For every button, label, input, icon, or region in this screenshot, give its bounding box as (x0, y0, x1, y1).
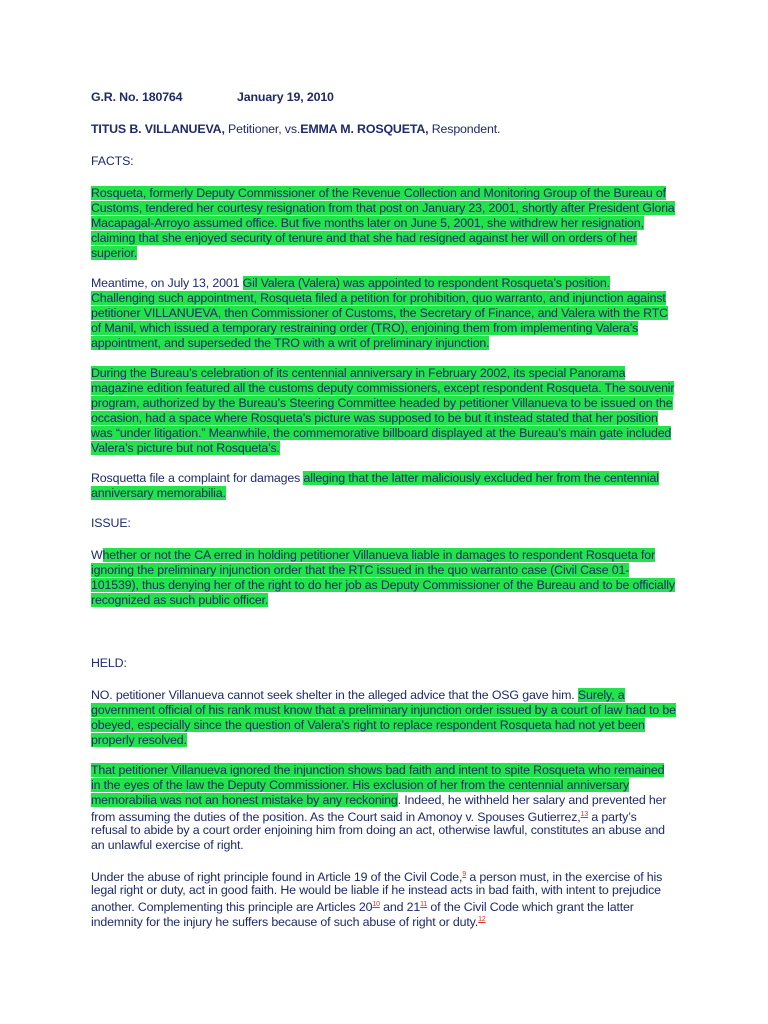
held-p2-line (91, 763, 664, 777)
issue-line (91, 548, 655, 562)
held-p1-line (91, 688, 625, 702)
respondent-role: Respondent. (428, 122, 501, 136)
facts-p1-line (91, 216, 644, 230)
highlight: government official of his rank must know that a preliminary injunction order issued by a court of law had to be (91, 703, 676, 717)
plain-text: indemnity for the injury he suffers because of such abuse of right or duty. (91, 915, 479, 929)
plain-text: of the Civil Code which grant the latter (427, 900, 634, 914)
facts-p3-line (91, 366, 625, 380)
held-p2-line (91, 838, 244, 852)
highlight: Customs, tendered her courtesy resignation from that post on January 23, 2001, shortly after President Gloria (91, 201, 675, 215)
facts-p2-line (91, 306, 668, 320)
facts-p4-line (91, 486, 226, 500)
facts-p3-line (91, 441, 280, 455)
highlight: anniversary memorabilia. (91, 486, 226, 500)
plain-text: from assuming the duties of the position. As the Court said in Amonoy v. Spouses Gutierrez, (91, 810, 581, 824)
plain-text: Meantime, on July 13, 2001 (91, 276, 243, 290)
facts-p1-line (91, 201, 675, 215)
plain-text: legal right or duty, act in good faith. He would be liable if he instead acts in bad faith, with intent to prejudice (91, 883, 661, 897)
facts-p2-line (91, 336, 489, 350)
facts-p3-line (91, 381, 674, 395)
facts-p2-line (91, 291, 666, 305)
plain-text: another. Complementing this principle are Articles 20 (91, 900, 373, 914)
facts-p3-line (91, 411, 658, 425)
held-p1-line (91, 733, 187, 747)
held-p2-line (91, 808, 637, 822)
footnote-link[interactable]: 10 (372, 901, 380, 908)
plain-text: . Indeed, he withheld her salary and prevented her (397, 793, 667, 807)
highlight: During the Bureau’s celebration of its centennial anniversary in February 2002, its special Panorama (91, 366, 626, 380)
facts-heading: FACTS: (91, 154, 134, 168)
highlight: properly resolved. (91, 733, 187, 747)
respondent-name: EMMA M. ROSQUETA, (300, 122, 429, 136)
facts-p3-line (91, 426, 671, 440)
parties-line (91, 122, 500, 136)
plain-text: NO. petitioner Villanueva cannot seek shelter in the alleged advice that the OSG gave him. (91, 688, 578, 702)
held-p3-line (91, 913, 486, 927)
plain-text: a person must, in the exercise of his (466, 870, 663, 884)
held-p1-line (91, 718, 645, 732)
highlight: magazine edition featured all the customs deputy commissioners, except respondent Rosqueta. The souvenir (91, 381, 675, 395)
facts-p4-line (91, 471, 659, 485)
petitioner-role: Petitioner, vs. (224, 122, 301, 136)
highlight: That petitioner Villanueva ignored the injunction shows bad faith and intent to spite Rosqueta who remained (91, 763, 665, 777)
held-p2-line (91, 793, 666, 807)
highlight: Macapagal-Arroyo assumed office. But five months later on June 5, 2001, she withdrew her resignation, (91, 216, 644, 230)
plain-text: an unlawful exercise of right. (91, 838, 244, 852)
highlight: Challenging such appointment, Rosqueta filed a petition for prohibition, quo warranto, and injunction against (91, 291, 666, 305)
issue-heading: ISSUE: (91, 516, 131, 530)
held-p1-line (91, 703, 676, 717)
petitioner-name: TITUS B. VILLANUEVA, (91, 122, 225, 136)
highlight: occasion, had a space where Rosqueta’s picture was supposed to be but it instead stated that her position (91, 411, 658, 425)
highlight: 101539), thus denying her of the right to do her job as Deputy Commissioner of the Bureau and to be officially (91, 578, 675, 592)
issue-line (91, 563, 629, 577)
plain-text: Under the abuse of right principle found in Article 19 of the Civil Code, (91, 870, 463, 884)
held-heading: HELD: (91, 656, 127, 670)
held-p3-line (91, 883, 661, 897)
facts-p1-line (91, 246, 137, 260)
highlight: memorabilia was not an honest mistake by any reckoning (91, 793, 398, 807)
highlight: alleging that the latter maliciously excluded her from the centennial (303, 471, 659, 485)
highlight: Valera’s picture but not Rosqueta’s. (91, 441, 280, 455)
held-p2-line (91, 778, 629, 792)
footnote-link[interactable]: 9 (462, 871, 467, 878)
highlight: obeyed, especially since the question of Valera’s right to replace respondent Rosqueta had not yet been (91, 718, 645, 732)
facts-p1-line (91, 186, 666, 200)
highlight: appointment, and superseded the TRO with a writ of preliminary injunction. (91, 336, 490, 350)
highlight: Gil Valera (Valera) was appointed to respondent Rosqueta’s position. (242, 276, 610, 290)
highlight: petitioner VILLANUEVA, then Commissioner of Customs, the Secretary of Finance, and Valera with the RTC (91, 306, 668, 320)
decision-date: January 19, 2010 (237, 90, 334, 104)
highlight: hether or not the CA erred in holding petitioner Villanueva liable in damages to respondent Rosqueta for (102, 548, 655, 562)
highlight: claiming that she enjoyed security of tenure and that she had resigned against her will on orders of her (91, 231, 637, 245)
held-p3-line (91, 898, 634, 912)
highlight: Rosqueta, formerly Deputy Commissioner of the Revenue Collection and Monitoring Group of the Bureau of (91, 186, 666, 200)
highlight: program, authorized by the Bureau’s Steering Committee headed by petitioner Villanueva to be issued on the (91, 396, 673, 410)
footnote-link[interactable]: 12 (478, 916, 486, 923)
highlight: superior. (91, 246, 138, 260)
highlight: in the eyes of the law the Deputy Commissioner. His exclusion of her from the centennial anniversary (91, 778, 630, 792)
case-header (91, 90, 334, 104)
highlight: Surely, a (577, 688, 625, 702)
plain-text: refusal to abide by a court order enjoining him from doing an act, otherwise lawful, constitutes an abuse and (91, 823, 665, 837)
highlight: was “under litigation.” Meanwhile, the commemorative billboard displayed at the Bureau’s main gate included (91, 426, 672, 440)
plain-text: a party’s (588, 810, 637, 824)
facts-p2-line (91, 321, 638, 335)
held-p2-line (91, 823, 665, 837)
issue-line (91, 593, 268, 607)
issue-line (91, 578, 675, 592)
highlight: ignoring the preliminary injunction order that the RTC issued in the quo warranto case (Civil Case 01- (91, 563, 630, 577)
plain-text: W (91, 548, 103, 562)
plain-text: and 21 (379, 900, 421, 914)
highlight: recognized as such public officer. (91, 593, 269, 607)
facts-p3-line (91, 396, 673, 410)
footnote-link[interactable]: 13 (580, 811, 589, 818)
facts-p2-line (91, 276, 610, 290)
highlight: of Manil, which issued a temporary restraining order (TRO), enjoining them from implementing Valera’s (91, 321, 639, 335)
held-p3-line (91, 868, 662, 882)
footnote-link[interactable]: 11 (420, 901, 428, 908)
facts-p1-line (91, 231, 637, 245)
plain-text: Rosquetta file a complaint for damages (91, 471, 304, 485)
gr-number: G.R. No. 180764 (91, 90, 183, 104)
